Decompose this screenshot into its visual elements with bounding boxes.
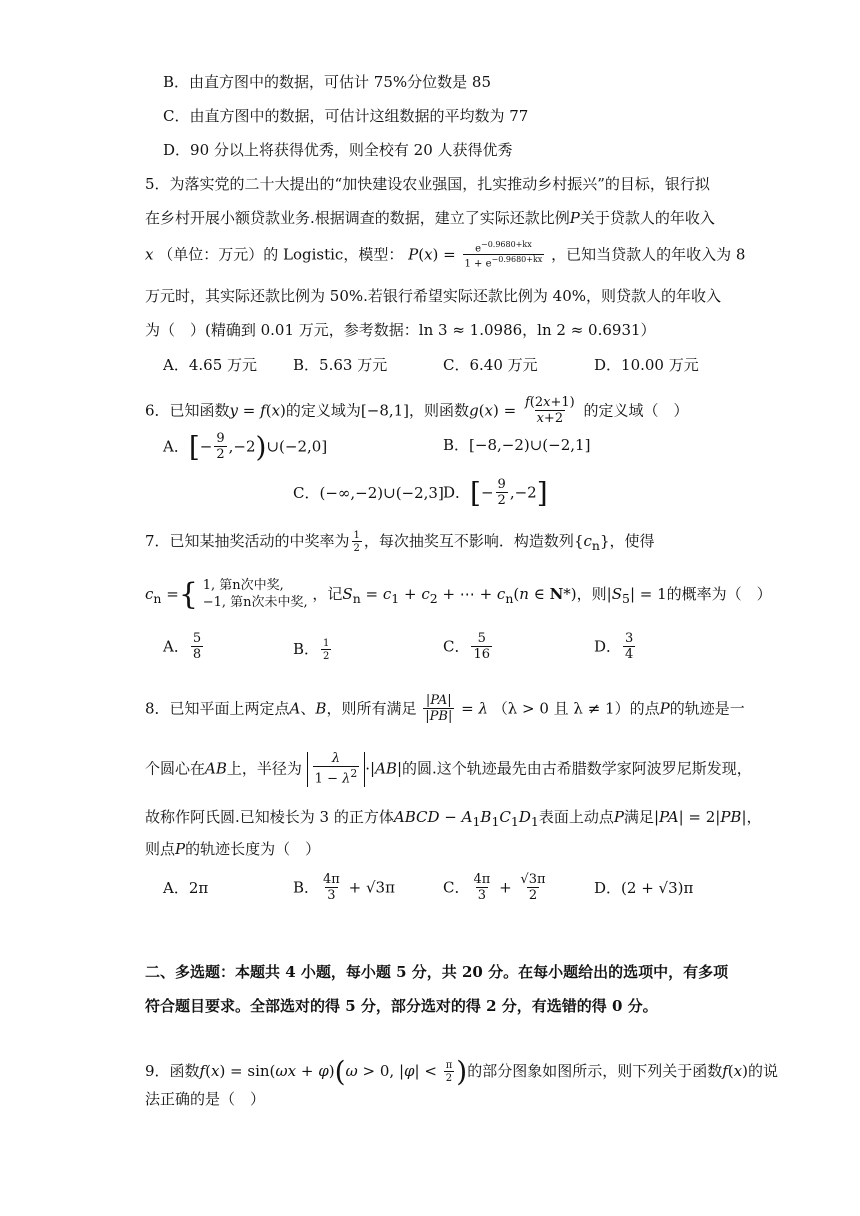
q5-option-d: D．10.00 万元 [594, 356, 699, 374]
q5-line5: 为（ ）(精确到 0.01 万元，参考数据：ln 3 ≈ 1.0986，ln 2 ≈ 0.6931） [145, 321, 656, 339]
q4-option-b: B．由直方图中的数据，可估计 75%分位数是 85 [163, 73, 491, 91]
q8-line3: 故称作阿氏圆.已知棱长为 3 的正方体ABCD − $A_1B_1C_1D_1$表面上动点P满足|PA| = 2|PB|， [145, 808, 762, 829]
q8-line1: 8．已知平面上两定点A、B，则所有满足 $\frac{|PA|}{|PB|}$ = λ （λ > 0 且 λ ≠ 1）的点P的轨迹是一 [145, 693, 745, 725]
section2-heading-line1: 二、多选题：本题共 4 小题，每小题 5 分，共 20 分。在每小题给出的选项中，有多项 [145, 963, 729, 981]
q5-option-c: C．6.40 万元 [443, 356, 538, 374]
q5-option-a: A．4.65 万元 [163, 356, 257, 374]
q5-line4: 万元时，其实际还款比例为 50%.若银行希望实际还款比例为 40%，则贷款人的年收入 [145, 287, 721, 305]
q4-option-d: D．90 分以上将获得优秀，则全校有 20 人获得优秀 [163, 141, 513, 159]
q9-line1: 9．函数f(x) = sin(ωx + φ)(ω > 0, |φ| < $\frac{\pi}{2}$ )的部分图象如图所示，则下列关于函数f(x)的说 [145, 1055, 778, 1088]
q6-option-a: A．[− $\frac{9}{2}$ ,−2)∪(−2,0] [163, 430, 328, 464]
q9-line2: 法正确的是（ ） [145, 1090, 266, 1108]
q8-option-c: C． $\frac{4\pi}{3}$ + $\frac{√3\pi}{2}$ [443, 872, 546, 904]
q4-option-c: C．由直方图中的数据，可估计这组数据的平均数为 77 [163, 107, 529, 125]
logistic-fraction: $\frac{e^{-0.9680+kx}}{1 + e^{-0.9680+kx}}$ [464, 240, 543, 270]
q7-option-a: A． $\frac{5}{8}$ [163, 631, 202, 663]
q8-line2: 个圆心在AB上，半径为 $\frac{\lambda}{1 - \lambda^2}$ ·|AB|的圆.这个轨迹最先由古希腊数学家阿波罗尼斯发现， [145, 751, 752, 787]
q8-line4: 则点P的轨迹长度为（ ） [145, 840, 321, 858]
q6-option-b: B．[−8,−2)∪(−2,1] [443, 436, 591, 454]
q6-stem: 6．已知函数y = f(x)的定义域为[−8,1]，则函数g(x) = $\frac{f(2x+1)}{x+2}$ 的定义域（ ） [145, 395, 689, 427]
q5-line1: 5．为落实党的二十大提出的“加快建设农业强国，扎实推动乡村振兴”的目标，银行拟 [145, 175, 710, 193]
q6-option-c: C．(−∞,−2)∪(−2,3] [293, 484, 444, 502]
q5-line2: 在乡村开展小额贷款业务.根据调查的数据，建立了实际还款比例P关于贷款人的年收入 [145, 209, 715, 227]
q8-option-d: D．(2 + √3)π [594, 879, 694, 897]
q8-option-b: B． $\frac{4\pi}{3}$ + √3π [293, 872, 395, 904]
q7-option-c: C． $\frac{5}{16}$ [443, 631, 491, 663]
section2-heading-line2: 符合题目要求。全部选对的得 5 分，部分选对的得 2 分，有选错的得 0 分。 [145, 997, 658, 1015]
q6-option-d: D．[− $\frac{9}{2}$ ,−2] [443, 476, 548, 510]
q7-stem: 7．已知某抽奖活动的中奖率为 $\frac{1}{2}$ ，每次抽奖互不影响．构造数列$\{c_n\}$，使得 [145, 530, 655, 554]
q7-option-d: D． $\frac{3}{4}$ [594, 631, 634, 663]
q7-option-b: B． $\frac{1}{2}$ [293, 638, 330, 662]
q8-option-a: A．2π [163, 879, 209, 897]
q7-definition: $c_n$ ={ 1, 第n次中奖, −1, 第n次未中奖, ，记$S_n = c_1 + c_2$ + ⋯ + $c_n(n$ ∈ N*)，则$|S_5| = 1$的概率为（ ） [145, 576, 772, 612]
q5-option-b: B．5.63 万元 [293, 356, 388, 374]
q5-line3: x （单位：万元）的 Logistic，模型： P(x) = $\frac{e^{-0.9680+kx}}{1 + e^{-0.9680+kx}}$ ，已知当贷款人的年收入为 8 [145, 240, 746, 270]
